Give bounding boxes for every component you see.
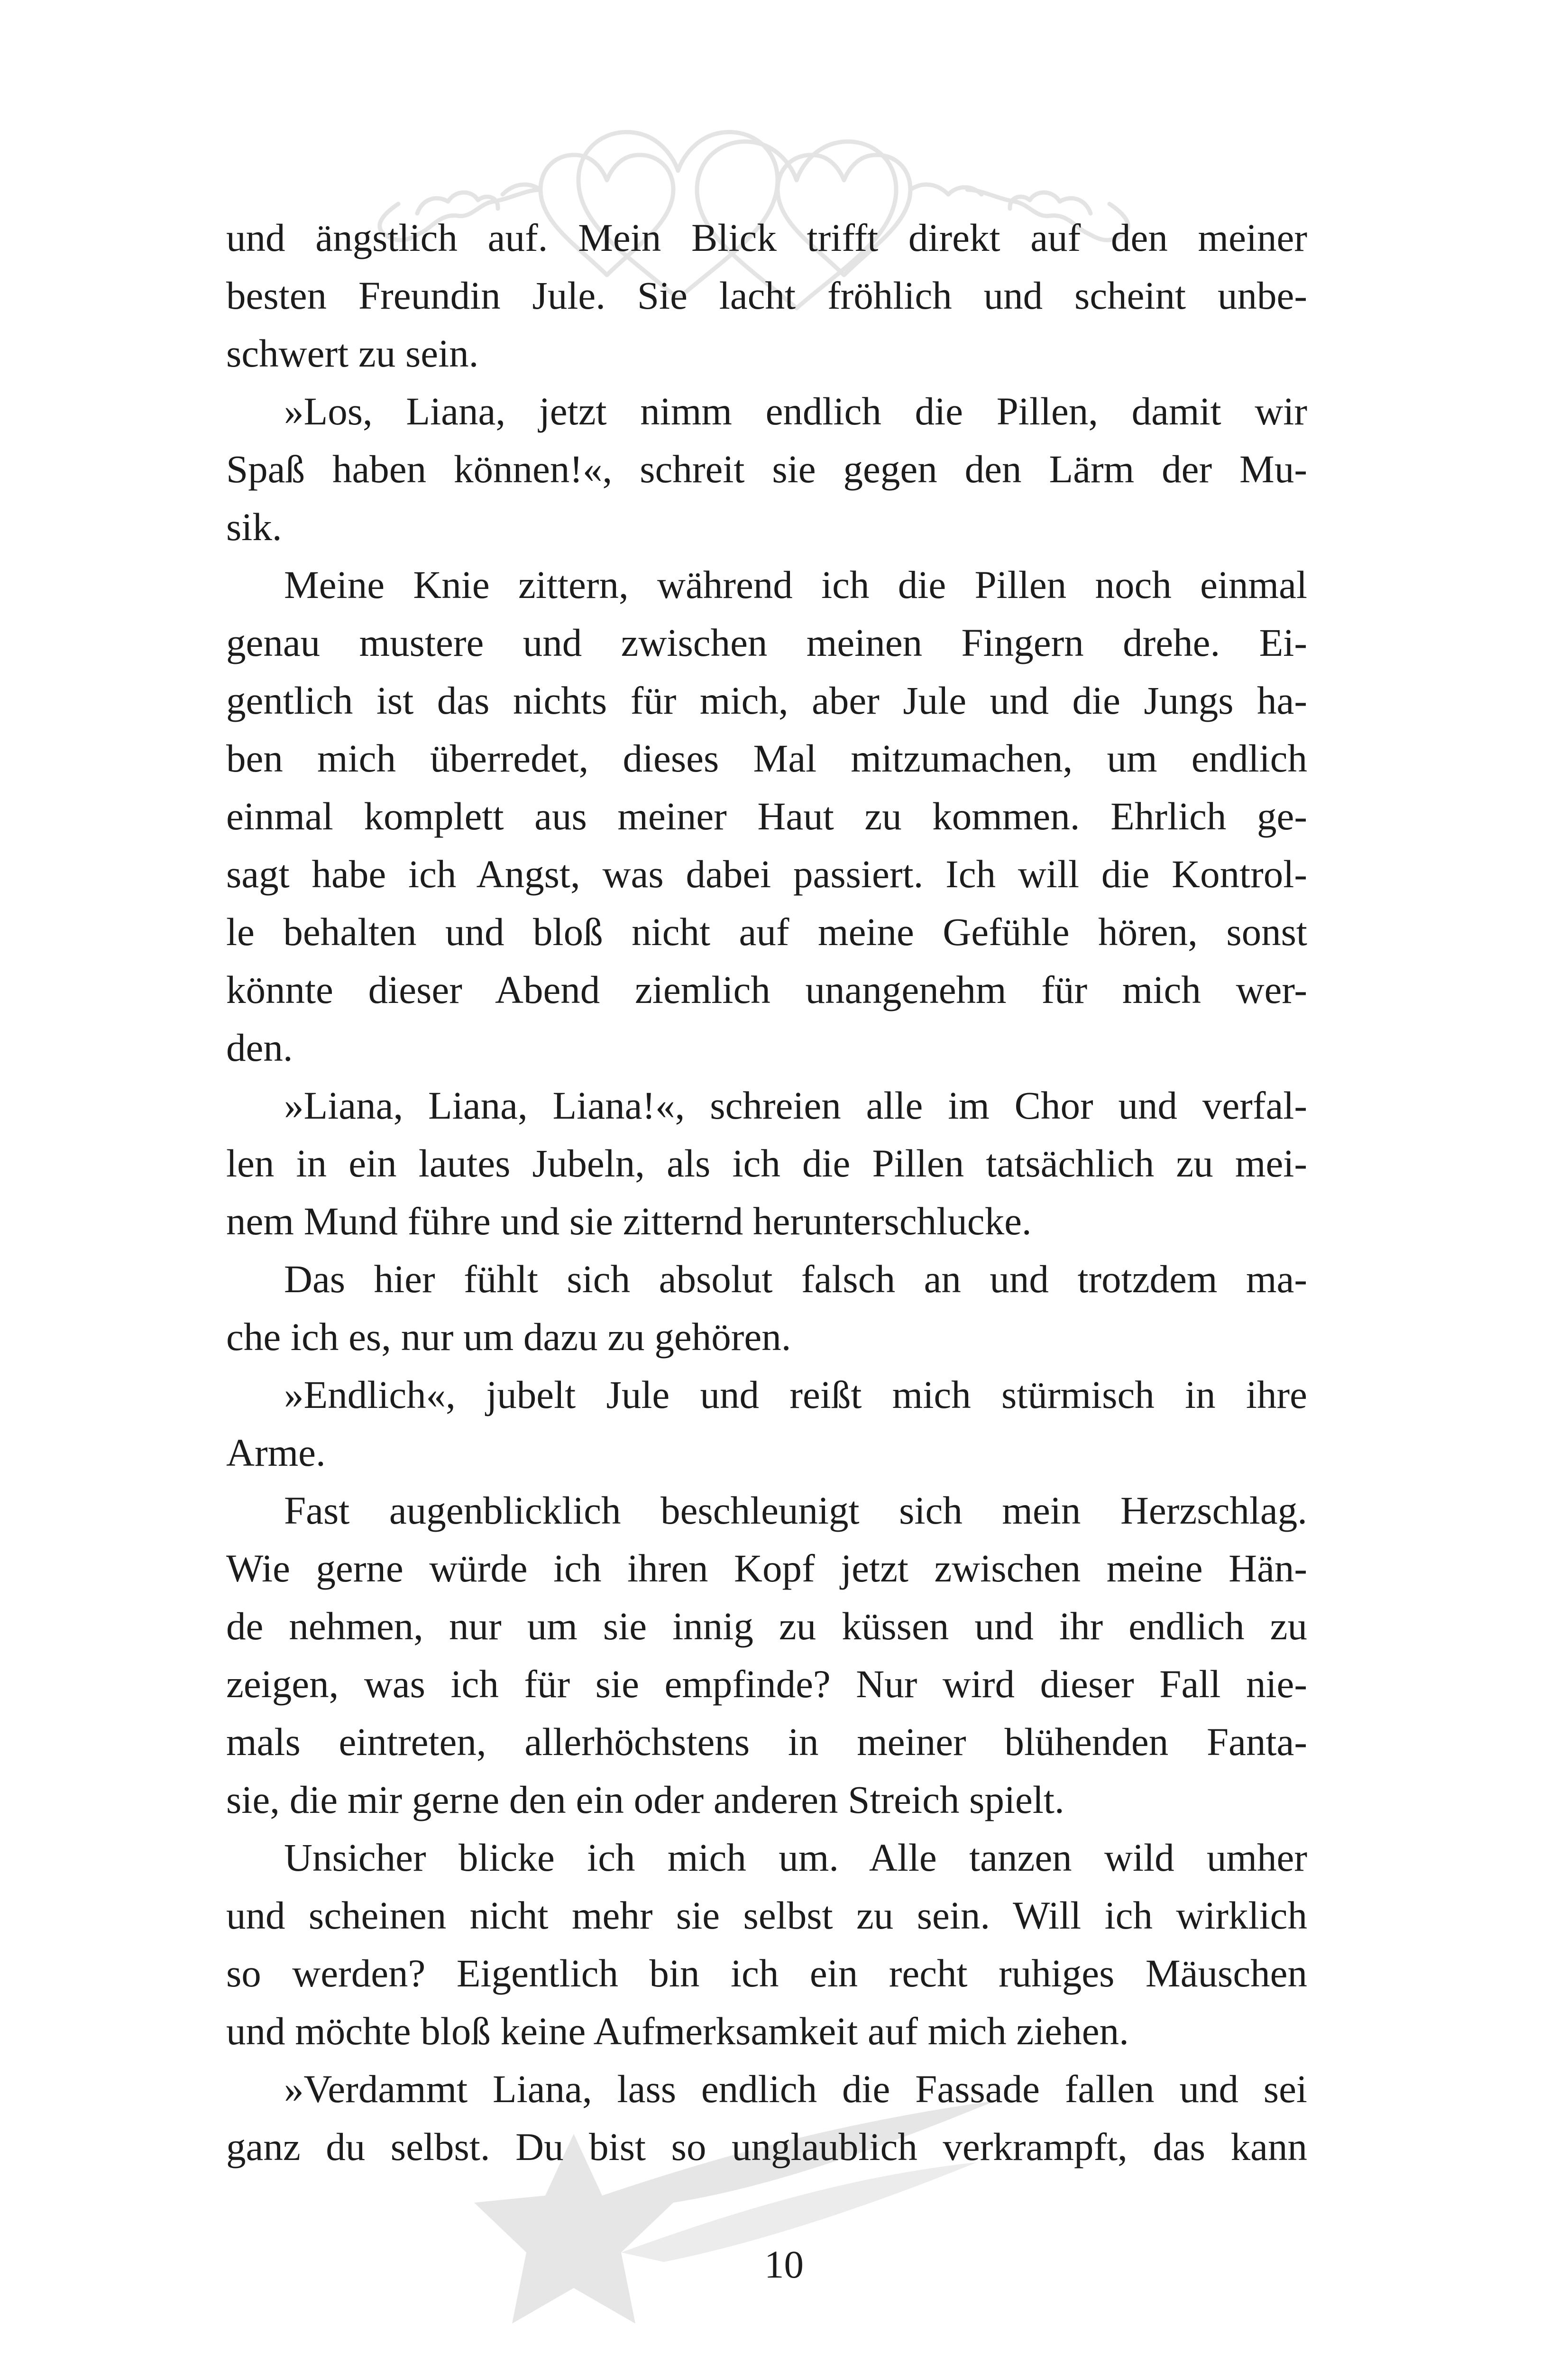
- text-line: ben mich überredet, dieses Mal mitzumachen, um endlich: [226, 736, 1307, 780]
- text-line: und ängstlich auf. Mein Blick trifft direkt auf den meiner: [226, 216, 1307, 259]
- paragraph: [226, 1481, 1307, 1829]
- text-line: sagt habe ich Angst, was dabei passiert. Ich will die Kontrol-: [226, 852, 1307, 896]
- text-line: »Verdammt Liana, lass endlich die Fassade fallen und sei: [284, 2067, 1307, 2111]
- text-line: Unsicher blicke ich mich um. Alle tanzen wild umher: [284, 1836, 1307, 1879]
- text-line: könnte dieser Abend ziemlich unangenehm für mich wer-: [226, 968, 1307, 1011]
- text-line: Fast augenblicklich beschleunigt sich mein Herzschlag.: [284, 1489, 1307, 1532]
- text-line: genau mustere und zwischen meinen Fingern drehe. Ei-: [226, 621, 1307, 664]
- page-number: 10: [764, 2242, 804, 2286]
- text-line: len in ein lautes Jubeln, als ich die Pillen tatsächlich zu mei-: [226, 1141, 1307, 1185]
- text-line: »Los, Liana, jetzt nimm endlich die Pillen, damit wir: [284, 389, 1307, 433]
- body-text: [226, 209, 1307, 2176]
- paragraph: [226, 209, 1307, 382]
- text-line: Das hier fühlt sich absolut falsch an und trotzdem ma-: [284, 1257, 1307, 1301]
- paragraph: [226, 556, 1307, 1076]
- text-line: Arme.: [226, 1431, 326, 1474]
- text-line: »Endlich«, jubelt Jule und reißt mich stürmisch in ihre: [284, 1373, 1307, 1416]
- text-line: ganz du selbst. Du bist so unglaublich verkrampft, das kann: [226, 2125, 1307, 2169]
- text-line: so werden? Eigentlich bin ich ein recht ruhiges Mäuschen: [226, 1951, 1307, 1995]
- paragraph: [226, 2060, 1307, 2176]
- text-line: einmal komplett aus meiner Haut zu kommen. Ehrlich ge-: [226, 794, 1307, 838]
- text-line: und scheinen nicht mehr sie selbst zu sein. Will ich wirklich: [226, 1893, 1307, 1937]
- paragraph: [226, 1366, 1307, 1481]
- text-line: de nehmen, nur um sie innig zu küssen und ihr endlich zu: [226, 1604, 1307, 1648]
- text-line: nem Mund führe und sie zitternd herunterschlucke.: [226, 1199, 1032, 1243]
- text-line: Meine Knie zittern, während ich die Pillen noch einmal: [284, 563, 1307, 607]
- text-line: und möchte bloß keine Aufmerksamkeit auf mich ziehen.: [226, 2009, 1129, 2053]
- text-line: schwert zu sein.: [226, 331, 479, 375]
- text-line: Spaß haben können!«, schreit sie gegen den Lärm der Mu-: [226, 447, 1307, 491]
- text-line: zeigen, was ich für sie empfinde? Nur wird dieser Fall nie-: [226, 1662, 1307, 1706]
- text-line: »Liana, Liana, Liana!«, schreien alle im Chor und verfal-: [284, 1084, 1307, 1127]
- text-line: le behalten und bloß nicht auf meine Gefühle hören, sonst: [226, 910, 1307, 954]
- paragraph: [226, 1076, 1307, 1250]
- text-line: mals eintreten, allerhöchstens in meiner blühenden Fanta-: [226, 1720, 1307, 1764]
- paragraph: [226, 382, 1307, 556]
- text-line: besten Freundin Jule. Sie lacht fröhlich und scheint unbe-: [226, 274, 1307, 317]
- text-line: che ich es, nur um dazu zu gehören.: [226, 1315, 791, 1359]
- text-line: den.: [226, 1026, 293, 1069]
- text-line: gentlich ist das nichts für mich, aber Jule und die Jungs ha-: [226, 679, 1307, 722]
- text-line: Wie gerne würde ich ihren Kopf jetzt zwischen meine Hän-: [226, 1546, 1307, 1590]
- text-line: sik.: [226, 505, 282, 549]
- text-line: sie, die mir gerne den ein oder anderen Streich spielt.: [226, 1778, 1064, 1821]
- paragraph: [226, 1829, 1307, 2060]
- paragraph: [226, 1250, 1307, 1366]
